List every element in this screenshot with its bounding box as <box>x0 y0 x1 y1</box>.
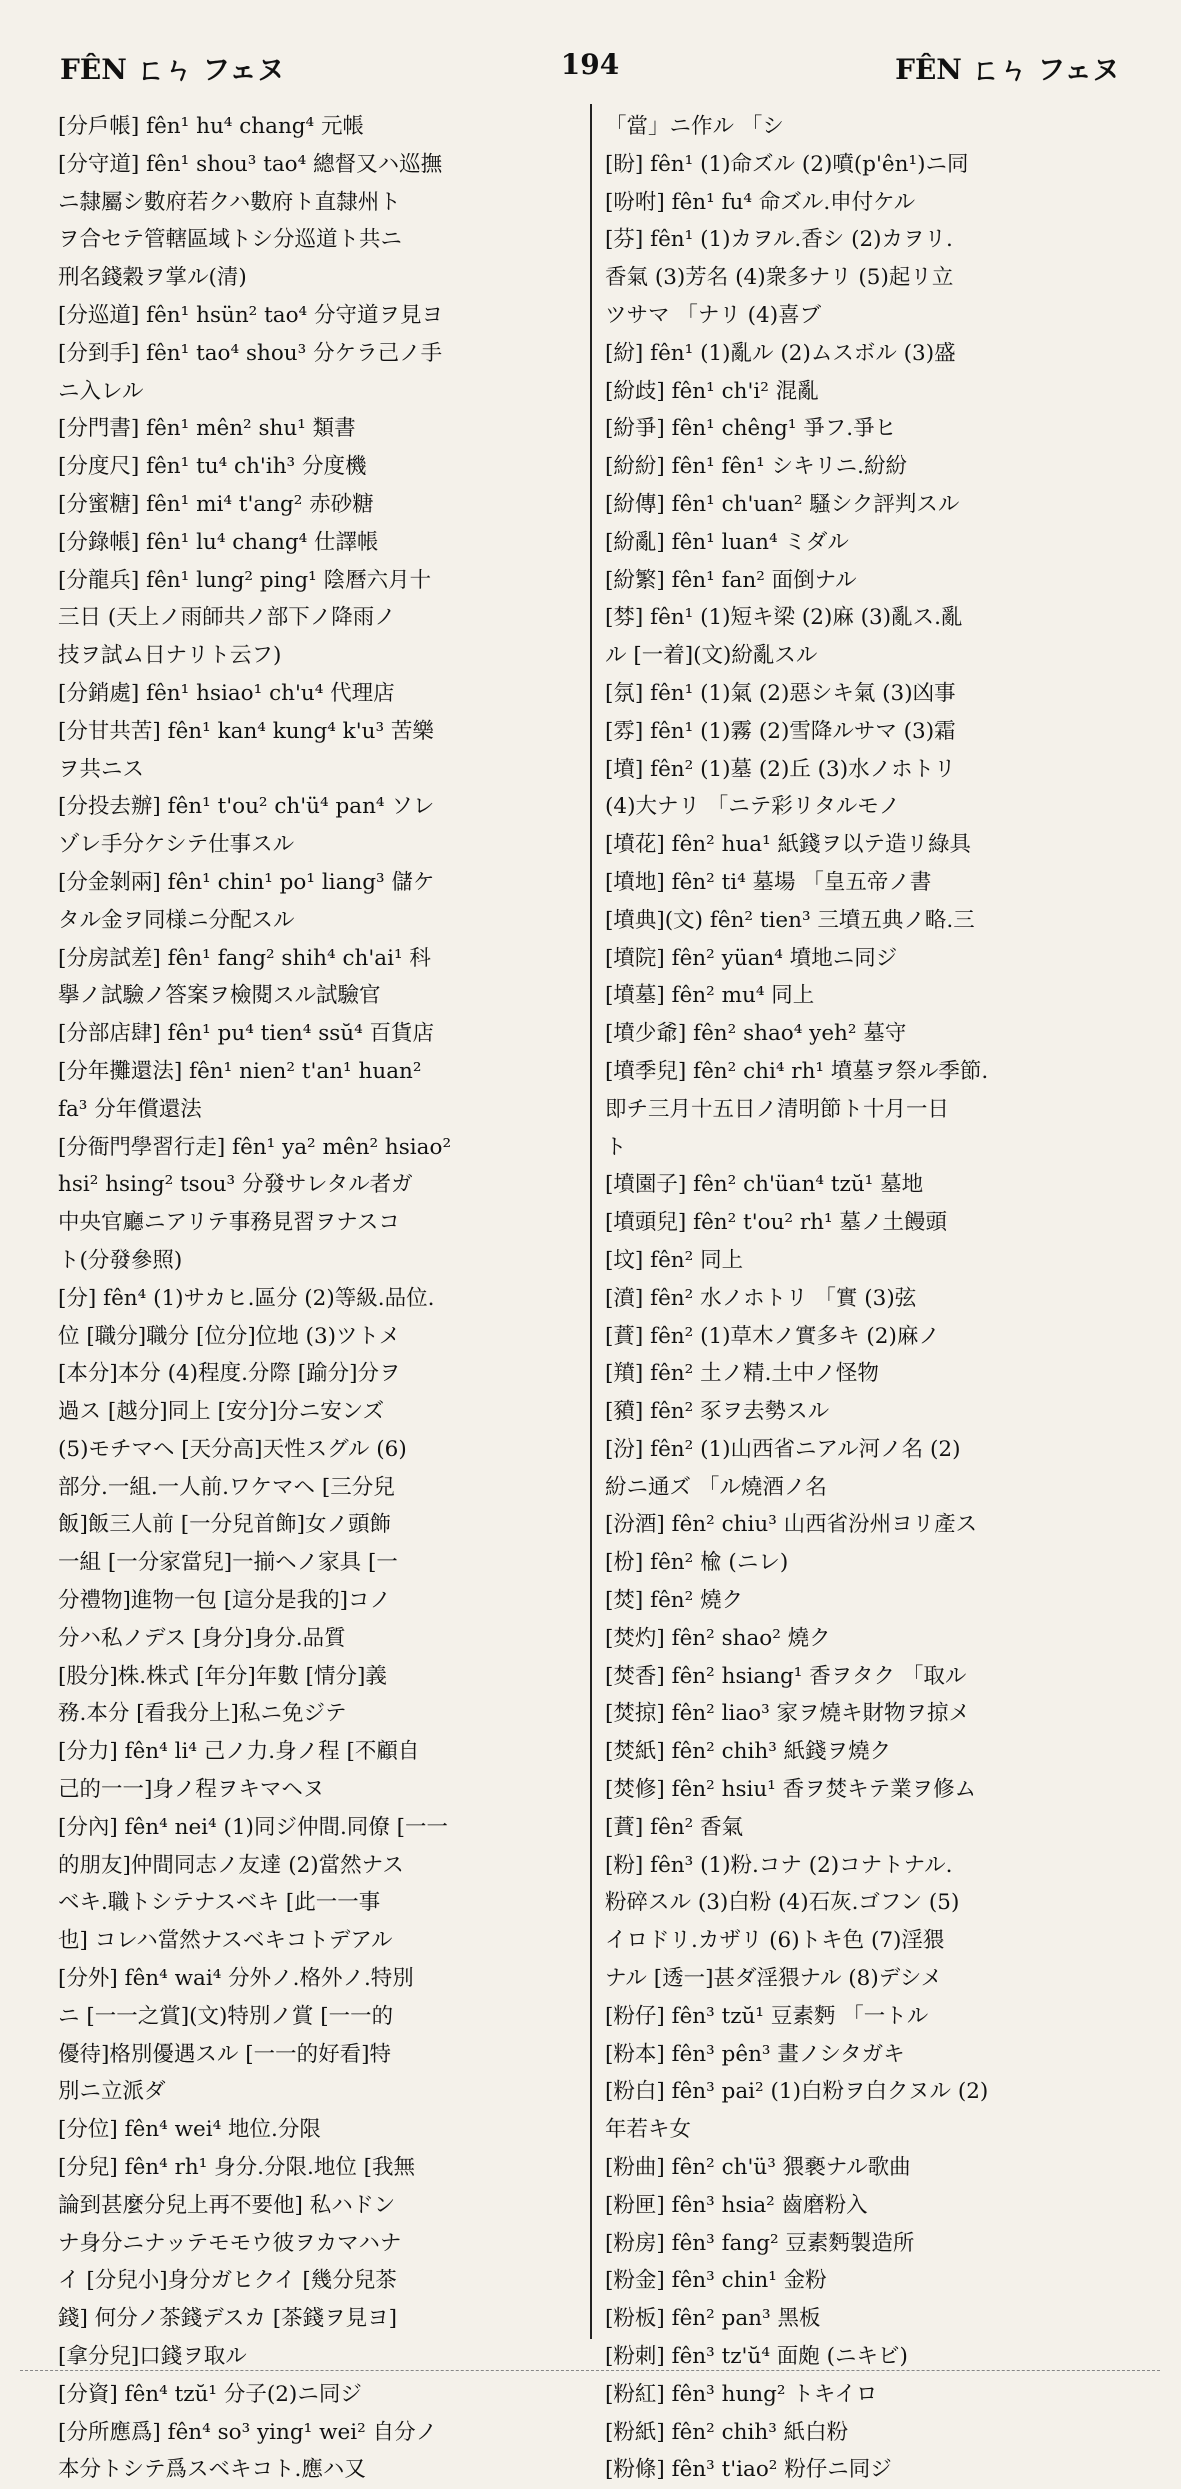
entry-line: [分內] fên⁴ nei⁴ (1)同ジ仲間.同僚 [一一 <box>58 1814 449 1840</box>
entry-line: [焚香] fên² hsiang¹ 香ヲタク 「取ル <box>605 1663 967 1689</box>
entry-line: [紛] fên¹ (1)亂ル (2)ムスボル (3)盛 <box>605 340 956 366</box>
entry-line: [分門書] fên¹ mên² shu¹ 類書 <box>58 416 356 442</box>
entry-line: [分部店肆] fên¹ pu⁴ tien⁴ ssŭ⁴ 百貨店 <box>58 1021 435 1047</box>
entry-line: [粉] fên³ (1)粉.コナ (2)コナトナル. <box>605 1852 953 1878</box>
entry-line: [紛傳] fên¹ ch'uan² 騷シク評判スル <box>605 491 960 517</box>
entry-line: [股分]株.株式 [年分]年數 [情分]義 <box>58 1663 387 1689</box>
entry-line: タル金ヲ同様ニ分配スル <box>58 907 295 933</box>
entry-line: ヲ合セテ管轄區域トシ分巡道ト共ニ <box>58 227 403 253</box>
entry-line: [分金剝兩] fên¹ chin¹ po¹ liang³ 儲ケ <box>58 869 435 895</box>
entry-line: [芬] fên¹ (1)カヲル.香シ (2)カヲリ. <box>605 227 953 253</box>
entry-line: [汾酒] fên² chiu³ 山西省汾州ヨリ產ス <box>605 1512 978 1538</box>
entry-line: [墳頭兒] fên² t'ou² rh¹ 墓ノ土饅頭 <box>605 1210 947 1236</box>
entry-line: [羵] fên² 土ノ精.土中ノ怪物 <box>605 1361 879 1387</box>
entry-line: 的朋友]仲間同志ノ友達 (2)當然ナス <box>58 1852 404 1878</box>
entry-line: ツサマ 「ナリ (4)喜ブ <box>605 302 822 328</box>
entry-line: [墳少爺] fên² shao⁴ yeh² 墓守 <box>605 1021 907 1047</box>
entry-line: ニ隸屬シ數府若クハ數府ト直隸州ト <box>58 189 401 215</box>
entry-line: [棼] fên¹ (1)短キ梁 (2)麻 (3)亂ス.亂 <box>605 605 963 631</box>
entry-line: [豶] fên² 豕ヲ去勢スル <box>605 1399 830 1425</box>
entry-line: [粉條] fên³ t'iao² 粉仔ニ同ジ <box>605 2457 892 2483</box>
entry-line: ト <box>605 1134 627 1160</box>
left-column <box>58 108 573 2489</box>
entry-line: 部分.一組.一人前.ワケマヘ [三分兒 <box>58 1474 395 1500</box>
entry-line: 擧ノ試驗ノ答案ヲ檢閱スル試驗官 <box>58 983 381 1009</box>
entry-line: 論到甚麼分兒上再不要他] 私ハドン <box>58 2192 396 2218</box>
column-divider <box>590 104 592 2339</box>
entry-line: fa³ 分年償還法 <box>58 1096 202 1122</box>
entry-line: [氛] fên¹ (1)氣 (2)惡シキ氣 (3)凶事 <box>605 680 956 706</box>
entry-line: hsi² hsing² tsou³ 分發サレタル者ガ <box>58 1172 413 1198</box>
entry-line: 也] コレハ當然ナスベキコトデアル <box>58 1928 393 1954</box>
entry-line: [分位] fên⁴ wei⁴ 地位.分限 <box>58 2117 321 2143</box>
entry-line: 香氣 (3)芳名 (4)衆多ナリ (5)起リ立 <box>605 265 954 291</box>
entry-line: ナル [透一]甚ダ淫猥ナル (8)デシメ <box>605 1966 943 1992</box>
entry-line: [焚紙] fên² chih³ 紙錢ヲ燒ク <box>605 1739 892 1765</box>
entry-line: 本分トシテ爲スベキコト.應ハ又 <box>58 2457 366 2483</box>
entry-line: [墳地] fên² ti⁴ 墓場 「皇五帝ノ書 <box>605 869 932 895</box>
entry-line: [分度尺] fên¹ tu⁴ ch'ih³ 分度機 <box>58 454 367 480</box>
entry-line: [吩咐] fên¹ fu⁴ 命ズル.申付ケル <box>605 189 916 215</box>
entry-line: 粉碎スル (3)白粉 (4)石灰.ゴフン (5) <box>605 1890 960 1916</box>
entry-line: ナ身分ニナッテモモウ彼ヲカマハナ <box>58 2230 402 2256</box>
entry-line: [分資] fên⁴ tzŭ¹ 分子(2)ニ同ジ <box>58 2381 362 2407</box>
header-left: FÊN ㄈㄣ フェヌ <box>60 53 285 86</box>
right-column <box>605 108 1135 2489</box>
entry-line: ル [一着](文)紛亂スル <box>605 643 818 669</box>
entry-line: ニ [一一之賞](文)特別ノ賞 [一一的 <box>58 2003 394 2029</box>
entry-line: [墳典](文) fên² tien³ 三墳五典ノ略.三 <box>605 907 975 933</box>
entry-line: [墳季兒] fên² chi⁴ rh¹ 墳墓ヲ祭ル季節. <box>605 1058 989 1084</box>
entry-line: [分兒] fên⁴ rh¹ 身分.分限.地位 [我無 <box>58 2155 416 2181</box>
entry-line: 位 [職分]職分 [位分]位地 (3)ツトメ <box>58 1323 401 1349</box>
entry-line: [粉紅] fên³ hung² トキイロ <box>605 2381 878 2407</box>
entry-line: [紛繁] fên¹ fan² 面倒ナル <box>605 567 857 593</box>
entry-line: [蕡] fên² 香氣 <box>605 1814 744 1840</box>
entry-line: [分銷處] fên¹ hsiao¹ ch'u⁴ 代理店 <box>58 680 395 706</box>
entry-line: [紛紛] fên¹ fên¹ シキリニ.紛紛 <box>605 454 907 480</box>
entry-line: [分外] fên⁴ wai⁴ 分外ノ.格外ノ.特別 <box>58 1966 414 1992</box>
entry-line: [分衙門學習行走] fên¹ ya² mên² hsiao² <box>58 1134 452 1160</box>
entry-line: [紛亂] fên¹ luan⁴ ミダル <box>605 529 849 555</box>
entry-line: [墳花] fên² hua¹ 紙錢ヲ以テ造リ綠具 <box>605 832 972 858</box>
entry-line: [分力] fên⁴ li⁴ 己ノ力.身ノ程 [不顧自 <box>58 1739 420 1765</box>
entry-line: [枌] fên² 楡 (ニレ) <box>605 1550 789 1576</box>
entry-line: [盼] fên¹ (1)命ズル (2)噴(p'ên¹)ニ同 <box>605 151 969 177</box>
entry-line: [分所應爲] fên⁴ so³ ying¹ wei² 自分ノ <box>58 2419 438 2445</box>
entry-line: [濆] fên² 水ノホトリ 「實 (3)弦 <box>605 1285 917 1311</box>
entry-line: 三日 (天上ノ雨師共ノ部下ノ降雨ノ <box>58 605 396 631</box>
entry-line: [分甘共苦] fên¹ kan⁴ kung⁴ k'u³ 苦樂 <box>58 718 434 744</box>
entry-line: [蕡] fên² (1)草木ノ實多キ (2)麻ノ <box>605 1323 940 1349</box>
entry-line: [墳] fên² (1)墓 (2)丘 (3)水ノホトリ <box>605 756 956 782</box>
entry-line: [分守道] fên¹ shou³ tao⁴ 總督又ハ巡撫 <box>58 151 443 177</box>
entry-line: [分蜜糖] fên¹ mi⁴ t'ang² 赤砂糖 <box>58 491 374 517</box>
entry-line: 錢] 何分ノ茶錢デスカ [茶錢ヲ見ヨ] <box>58 2306 397 2332</box>
entry-line: 紛ニ通ズ 「ル燒酒ノ名 <box>605 1474 827 1500</box>
entry-line: [紛爭] fên¹ chêng¹ 爭フ.爭ヒ <box>605 416 897 442</box>
entry-line: [本分]本分 (4)程度.分際 [踰分]分ヲ <box>58 1361 401 1387</box>
entry-line: 技ヲ試ム日ナリト云フ) <box>58 643 282 669</box>
entry-line: ゾレ手分ケシテ仕事スル <box>58 832 295 858</box>
entry-line: [粉匣] fên³ hsia² 齒磨粉入 <box>605 2192 868 2218</box>
entry-line: [分龍兵] fên¹ lung² ping¹ 陰曆六月十 <box>58 567 432 593</box>
entry-line: イロドリ.カザリ (6)トキ色 (7)淫猥 <box>605 1928 945 1954</box>
entry-line: 一組 [一分家當兒]一揃ヘノ家具 [一 <box>58 1550 398 1576</box>
entry-line: [分投去辦] fên¹ t'ou² ch'ü⁴ pan⁴ ソレ <box>58 794 435 820</box>
entry-line: 務.本分 [看我分上]私ニ免ジテ <box>58 1701 347 1727</box>
entry-line: 飯]飯三人前 [一分兒首飾]女ノ頭飾 <box>58 1512 391 1538</box>
header-right: FÊN ㄈㄣ フェヌ <box>895 53 1120 86</box>
entry-line: 優待]格別優遇スル [一一的好看]特 <box>58 2041 391 2067</box>
entry-line: [汾] fên² (1)山西省ニアル河ノ名 (2) <box>605 1436 961 1462</box>
entry-line: [粉房] fên³ fang² 豆素麪製造所 <box>605 2230 915 2256</box>
entry-line: 中央官廳ニアリテ事務見習ヲナスコ <box>58 1210 400 1236</box>
entry-line: [粉刺] fên³ tz'ŭ⁴ 面皰 (ニキビ) <box>605 2344 908 2370</box>
entry-line: [拿分兒]口錢ヲ取ル <box>58 2344 247 2370</box>
entry-line: 即チ三月十五日ノ清明節ト十月一日 <box>605 1096 950 1122</box>
entry-line: [分年攤還法] fên¹ nien² t'an¹ huan² <box>58 1058 422 1084</box>
entry-line: [分戶帳] fên¹ hu⁴ chang⁴ 元帳 <box>58 114 365 139</box>
entry-line: (4)大ナリ 「ニテ彩リタルモノ <box>605 794 901 820</box>
page-header <box>60 48 1120 98</box>
entry-line: [坟] fên² 同上 <box>605 1247 744 1273</box>
entry-line: [粉本] fên³ pên³ 畫ノシタガキ <box>605 2041 905 2067</box>
entry-line: (5)モチマヘ [天分高]天性スグル (6) <box>58 1436 407 1462</box>
entry-line: [粉金] fên³ chin¹ 金粉 <box>605 2268 827 2294</box>
page-footer-rule <box>20 2370 1160 2373</box>
entry-line: 分禮物]進物一包 [這分是我的]コノ <box>58 1588 391 1614</box>
entry-line: [粉仔] fên³ tzŭ¹ 豆素麪 「一トル <box>605 2003 929 2029</box>
entry-line: [墳園子] fên² ch'üan⁴ tzŭ¹ 墓地 <box>605 1172 924 1198</box>
page-number: 194 <box>560 48 620 81</box>
entry-line: [粉曲] fên² ch'ü³ 猥褻ナル歌曲 <box>605 2155 911 2181</box>
entry-line: [墳墓] fên² mu⁴ 同上 <box>605 983 815 1009</box>
entry-line: ベキ.職トシテナスベキ [此一一事 <box>58 1890 381 1916</box>
entry-line: [紛歧] fên¹ ch'i² 混亂 <box>605 378 819 404</box>
entry-line: [焚] fên² 燒ク <box>605 1588 744 1614</box>
entry-line: 過ス [越分]同上 [安分]分ニ安ンズ <box>58 1399 385 1425</box>
entry-line: 別ニ立派ダ <box>58 2079 166 2105</box>
entry-line: [焚掠] fên² liao³ 家ヲ燒キ財物ヲ掠メ <box>605 1701 971 1727</box>
entry-line: [分房試差] fên¹ fang² shih⁴ ch'ai¹ 科 <box>58 945 431 971</box>
entry-line: [粉板] fên² pan³ 黑板 <box>605 2306 821 2332</box>
entry-line: [焚灼] fên² shao² 燒ク <box>605 1625 831 1651</box>
entry-line: [粉紙] fên² chih³ 紙白粉 <box>605 2419 849 2445</box>
entry-line: ニ入レル <box>58 378 144 404</box>
entry-line: [粉白] fên³ pai² (1)白粉ヲ白クヌル (2) <box>605 2079 989 2105</box>
entry-line: ト(分發參照) <box>58 1247 183 1273</box>
entry-line: 己的一一]身ノ程ヲキマヘヌ <box>58 1777 325 1803</box>
entry-line: [分] fên⁴ (1)サカヒ.區分 (2)等級.品位. <box>58 1285 435 1311</box>
entry-line: [分巡道] fên¹ hsün² tao⁴ 分守道ヲ見ヨ <box>58 302 443 328</box>
entry-line: [雰] fên¹ (1)霧 (2)雪降ルサマ (3)霜 <box>605 718 956 744</box>
entry-line: 「當」ニ作ル 「シ <box>605 114 784 139</box>
entry-line: ヲ共ニス <box>58 756 145 782</box>
entry-line: [墳院] fên² yüan⁴ 墳地ニ同ジ <box>605 945 898 971</box>
entry-line: 分ハ私ノデス [身分]身分.品質 <box>58 1625 346 1651</box>
entry-line: 年若キ女 <box>605 2117 692 2143</box>
entry-line: [分錄帳] fên¹ lu⁴ chang⁴ 仕譯帳 <box>58 529 379 555</box>
entry-line: [焚修] fên² hsiu¹ 香ヲ焚キテ業ヲ修ム <box>605 1777 977 1803</box>
entry-line: [分到手] fên¹ tao⁴ shou³ 分ケラ己ノ手 <box>58 340 443 366</box>
entry-line: 刑名錢穀ヲ掌ル(清) <box>58 265 247 291</box>
entry-line: イ [分兒小]身分ガヒクイ [幾分兒茶 <box>58 2268 397 2294</box>
